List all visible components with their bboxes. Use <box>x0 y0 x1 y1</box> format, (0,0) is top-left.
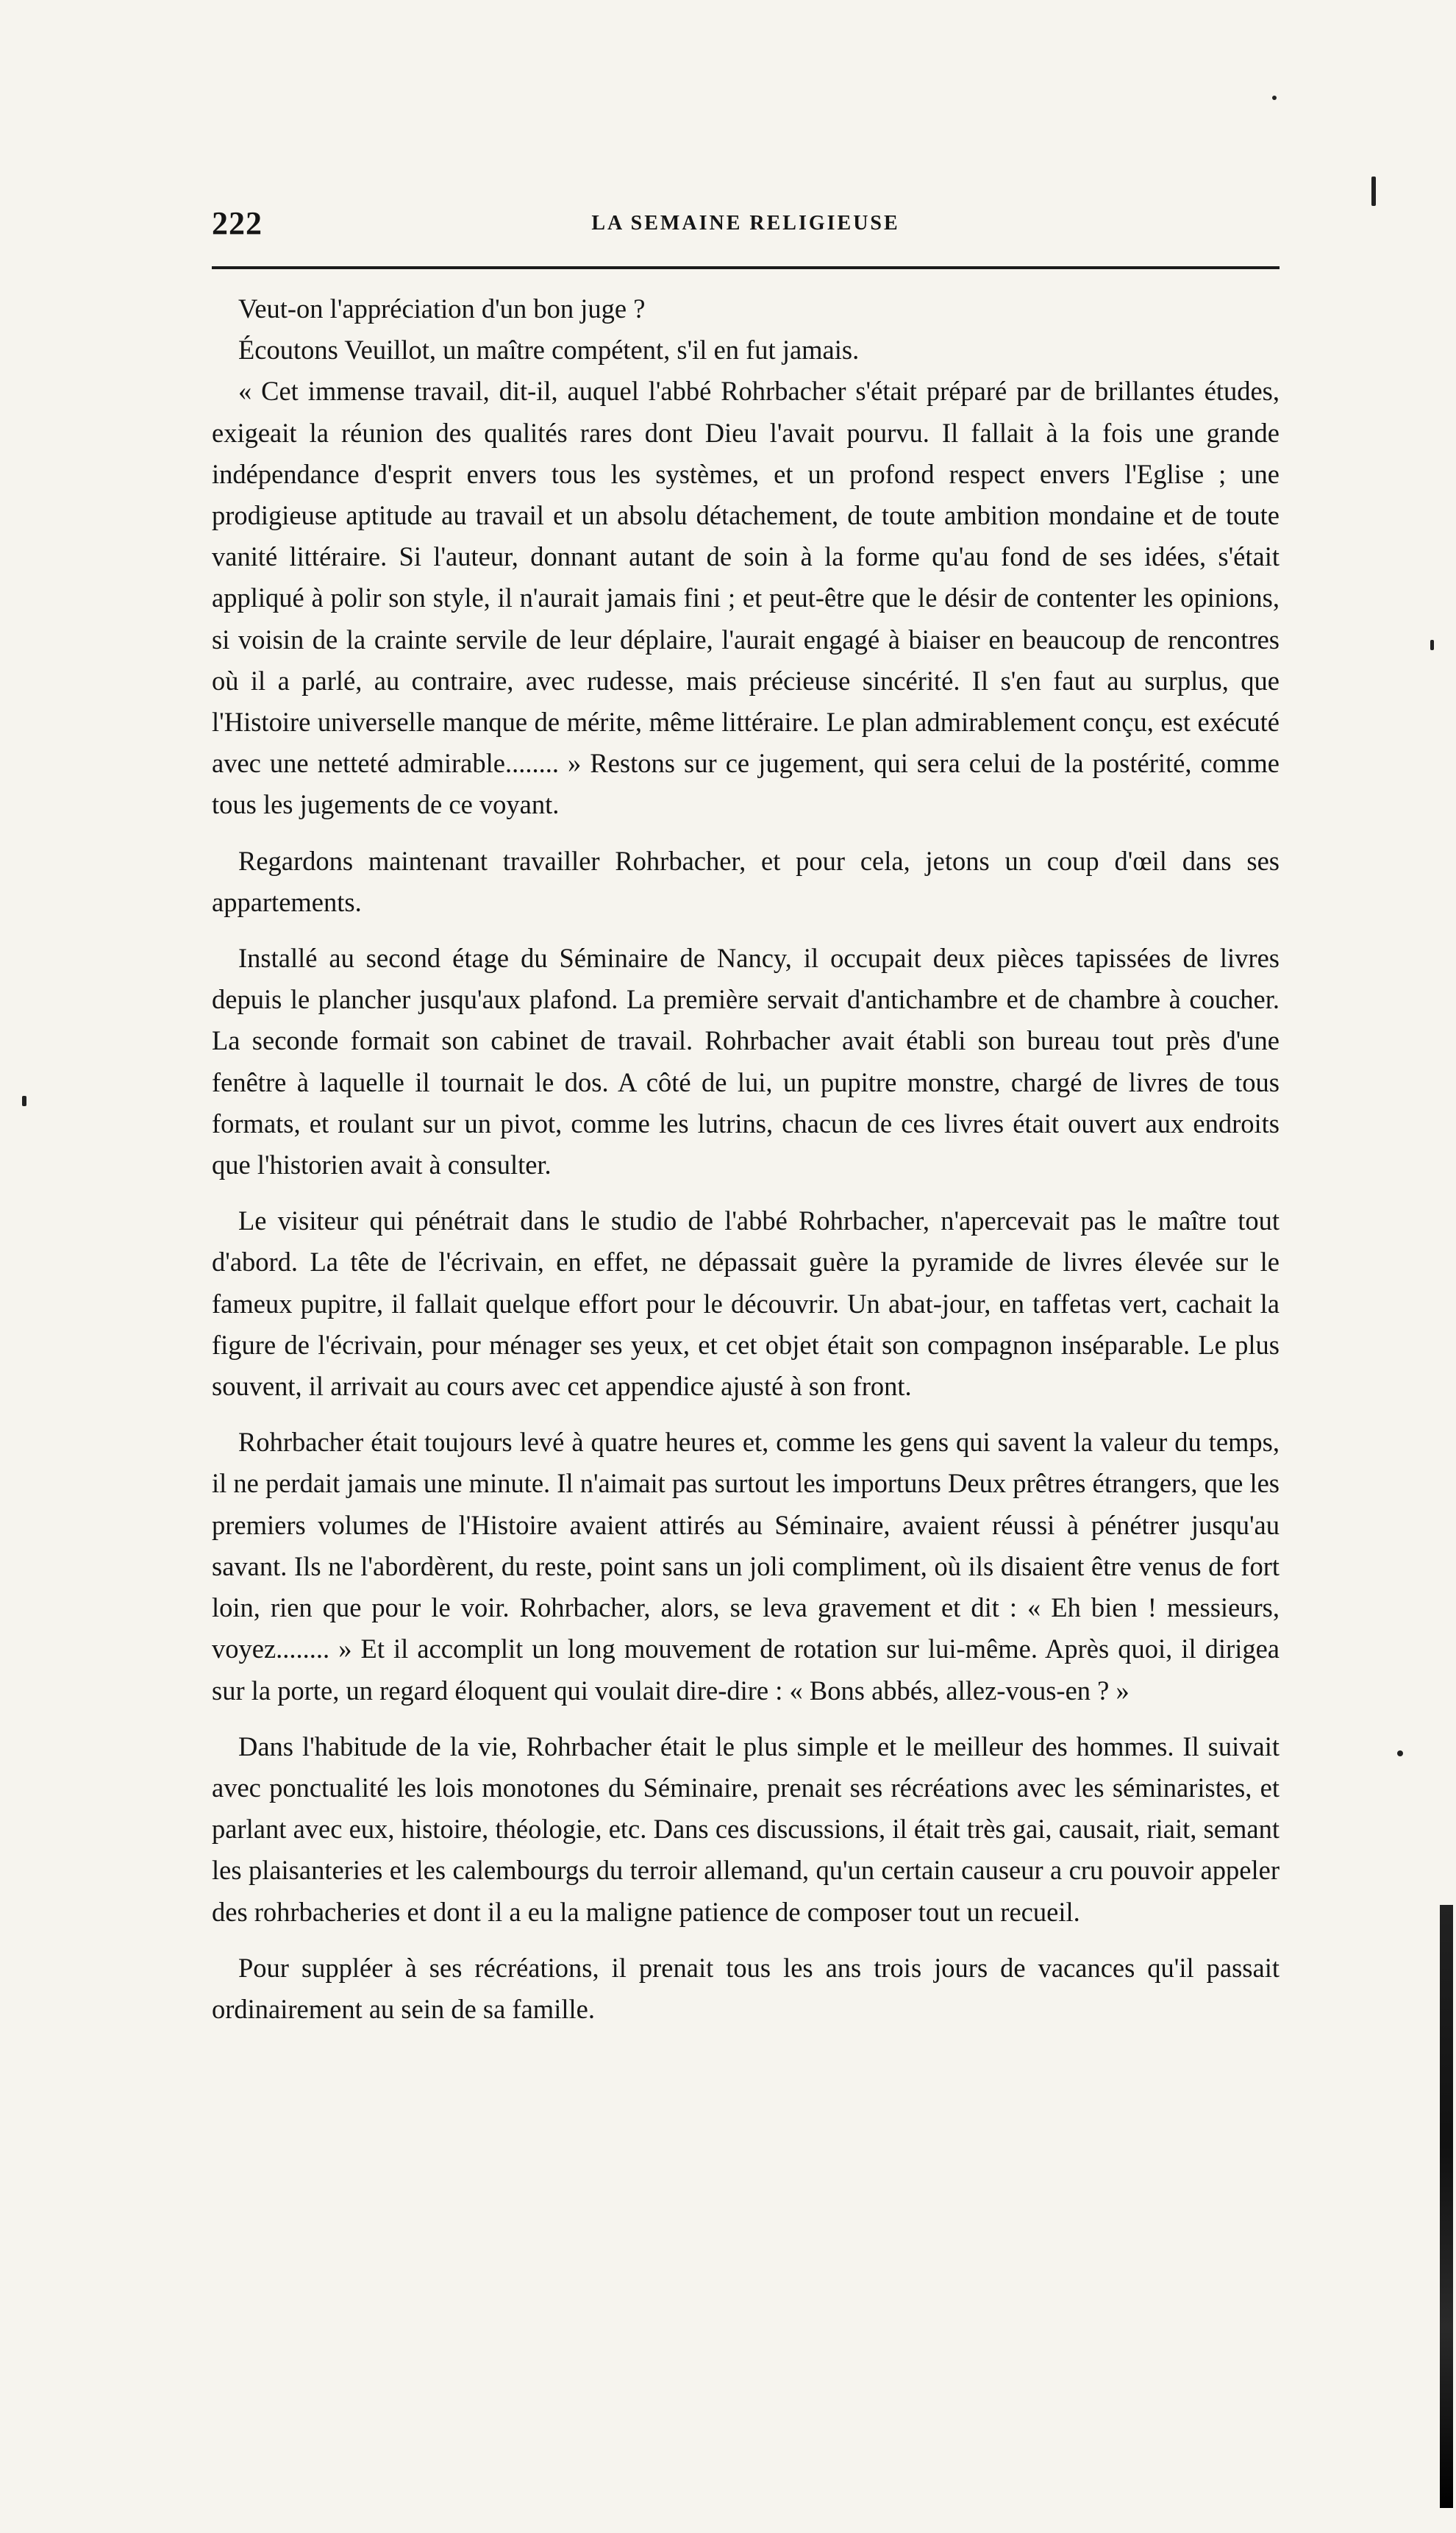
paragraph-2: Écoutons Veuillot, un maître compétent, s'il en fut jamais. <box>238 335 860 366</box>
paragraph-9: Pour suppléer à ses récréations, il prenait tous les ans trois jours de vacances qu'il passait ordinairement au sein de sa famille. <box>212 1952 1280 2024</box>
paragraph-5: Installé au second étage du Séminaire de Nancy, il occupait deux pièces tapissées de livres depuis le plancher jusqu'aux plafond. La première servait d'antichambre et de chambre à coucher. La seconde formait son cabinet de travail. Rohrbacher avait établi son bureau tout près d'une fenêtre à laquelle il tournait le dos. A côté de lui, un pupitre monstre, chargé de livres de tous formats, et roulant sur un pivot, comme les lutrins, chacun de ces livres était ouvert aux endroits que l'historien avait à consulter. <box>212 943 1280 1180</box>
scan-speck <box>1430 640 1434 650</box>
page-number: 222 <box>212 205 263 241</box>
paragraph-8: Dans l'habitude de la vie, Rohrbacher était le plus simple et le meilleur des hommes. Il suivait avec ponctualité les lois monotones du Séminaire, prenait ses récréations avec les séminaristes, et parlant avec eux, histoire, théologie, etc. Dans ces discussions, il était très gai, causait, riait, semant les plaisanteries et les calembourgs du terroir allemand, qu'un certain causeur a cru pouvoir appeler des rohrbacheries et dont il a eu la maligne patience de composer tout un recueil. <box>212 1731 1280 1927</box>
scan-speck <box>1272 96 1277 100</box>
scan-speck <box>22 1096 26 1106</box>
scan-speck <box>1371 177 1376 206</box>
running-head: LA SEMAINE RELIGIEUSE <box>591 212 900 235</box>
paragraph-3: « Cet immense travail, dit-il, auquel l'abbé Rohrbacher s'était préparé par de brillantes études, exigeait la réunion des qualités rares dont Dieu l'avait pourvu. Il fallait à la fois une grande indépendance d'esprit envers tous les systèmes, et un profond respect envers l'Eglise ; une prodigieuse aptitude au travail et un absolu détachement, de toute ambition mondaine et de toute vanité littéraire. Si l'auteur, donnant autant de soin à la forme qu'au fond de ses idées, s'était appliqué à polir son style, il n'aurait jamais fini ; et peut-être que le désir de contenter les opinions, si voisin de la crainte servile de leur déplaire, l'aurait engagé à biaiser en beaucoup de rencontres où il a parlé, au contraire, avec rudesse, mais précieuse sincérité. Il s'en faut au surplus, que l'Histoire universelle manque de mérite, même littéraire. Le plan admirablement conçu, est exécuté avec une netteté admirable........ » Restons sur ce jugement, qui sera celui de la postérité, comme tous les jugements de ce voyant. <box>212 376 1280 820</box>
scan-speck <box>1397 1750 1403 1756</box>
paragraph-1: Veut-on l'appréciation d'un bon juge ? <box>238 293 646 324</box>
paragraph-6: Le visiteur qui pénétrait dans le studio de l'abbé Rohrbacher, n'apercevait pas le maître tout d'abord. La tête de l'écrivain, en effet, ne dépassait guère la pyramide de livres élevée sur le fameux pupitre, il fallait quelque effort pour le découvrir. Un abat-jour, en taffetas vert, cachait la figure de l'écrivain, pour ménager ses yeux, et cet objet était son compagnon inséparable. Le plus souvent, il arrivait au cours avec cet appendice ajusté à son front. <box>212 1205 1280 1402</box>
paragraph-7: Rohrbacher était toujours levé à quatre heures et, comme les gens qui savent la valeur du temps, il ne perdait jamais une minute. Il n'aimait pas surtout les importuns Deux prêtres étrangers, que les premiers volumes de l'Histoire avaient attirés au Séminaire, avaient réussi à pénétrer jusqu'au savant. Ils ne l'abordèrent, du reste, point sans un joli compliment, où ils disaient être venus de fort loin, rien que pour le voir. Rohrbacher, alors, se leva gravement et dit : « Eh bien ! messieurs, voyez........ » Et il accomplit un long mouvement de rotation sur lui-même. Après quoi, il dirigea sur la porte, un regard éloquent qui voulait dire-dire : « Bons abbés, allez-vous-en ? » <box>212 1427 1280 1706</box>
body-text <box>212 288 1280 2045</box>
header-rule <box>212 266 1280 269</box>
page-header <box>212 204 1280 249</box>
page-edge-shadow <box>1440 1905 1453 2508</box>
paragraph-4: Regardons maintenant travailler Rohrbacher, et pour cela, jetons un coup d'œil dans ses appartements. <box>212 845 1280 917</box>
